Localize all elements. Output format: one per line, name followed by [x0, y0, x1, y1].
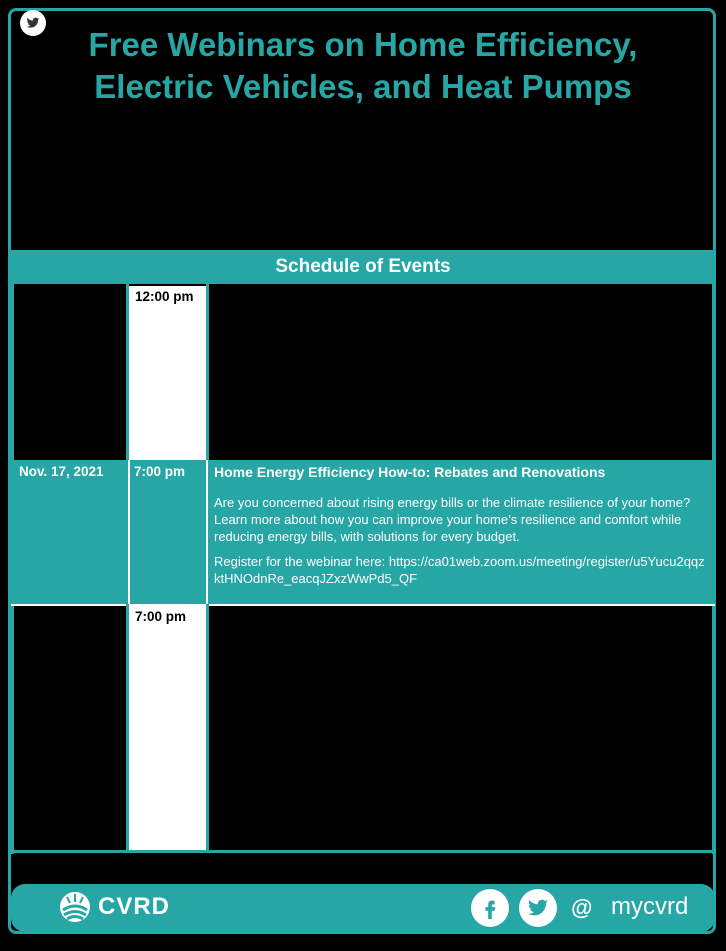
row2-time-cell — [128, 460, 208, 605]
row1-divider-2 — [206, 284, 209, 460]
row2-bottom-line — [11, 604, 715, 606]
row3-divider-1 — [126, 604, 129, 851]
row3-time-cell — [129, 606, 206, 850]
row3-time: 7:00 pm — [135, 609, 187, 624]
table-border-bottom — [11, 850, 715, 853]
cvrd-logo-text: CVRD — [98, 893, 171, 920]
schedule-heading: Schedule of Events — [275, 256, 451, 277]
cvrd-logo-icon — [58, 890, 92, 924]
row1-time-cell — [129, 286, 206, 460]
title-line-2: Electric Vehicles, and Heat Pumps — [94, 68, 632, 105]
row1-divider-1 — [126, 284, 129, 460]
row2-time: 7:00 pm — [134, 464, 186, 479]
row1-time: 12:00 pm — [135, 289, 194, 304]
row2-event-title: Home Energy Efficiency How-to: Rebates and Renovations — [214, 464, 606, 480]
row2-register-link[interactable]: Register for the webinar here: https://ca01web.zoom.us/meeting/register/u5Yucu2qqzktHNOdnRe_eacqJZxzWwPd5_QF — [214, 554, 705, 586]
row3-divider-2 — [206, 604, 209, 851]
twitter-icon[interactable] — [519, 889, 557, 927]
row2-event-description: Are you concerned about rising energy bills or the climate resilience of your home? Learn more about how you can improve your home’s resilience and comfort while reducing energy bills, with solutions for every budget. — [214, 495, 691, 544]
title-line-1: Free Webinars on Home Efficiency, — [88, 26, 638, 63]
social-handle[interactable]: mycvrd — [611, 893, 689, 920]
at-symbol: @ — [571, 895, 593, 920]
page-title — [0, 24, 726, 108]
row2-date: Nov. 17, 2021 — [19, 464, 104, 479]
facebook-icon[interactable] — [471, 889, 509, 927]
